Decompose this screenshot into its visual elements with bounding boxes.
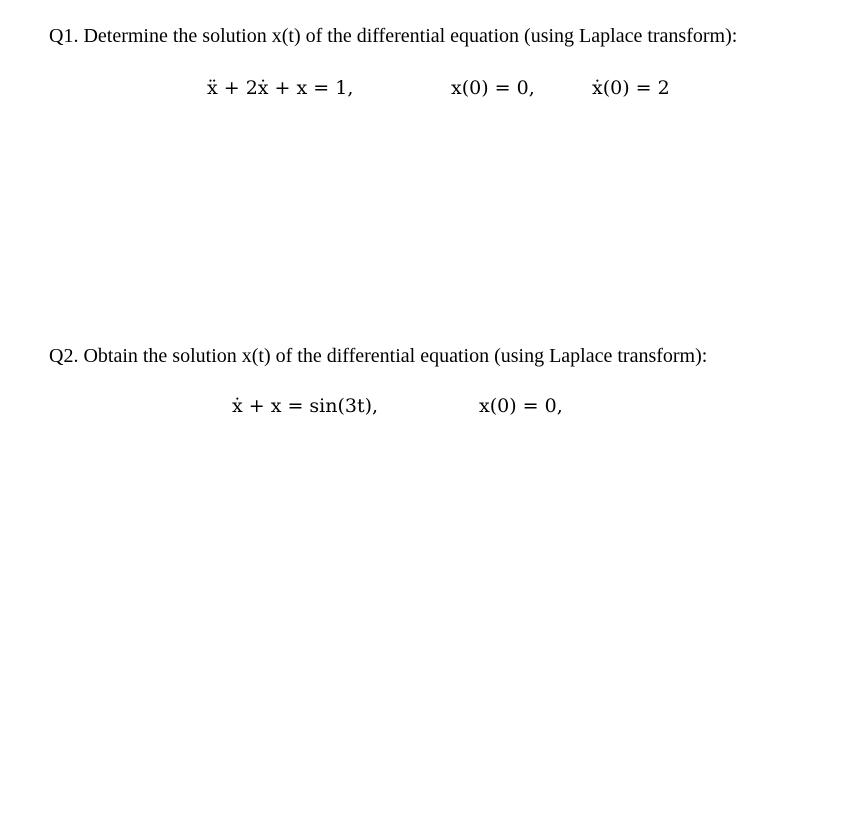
question-1-prompt: Q1. Determine the solution x(t) of the differential equation (using Laplace transform): bbox=[49, 25, 738, 47]
question-1-equation: ẍ + 2ẋ + x = 1, bbox=[207, 77, 354, 99]
question-1-initial-condition-2: ẋ(0) = 2 bbox=[592, 77, 670, 99]
question-2-equation: ẋ + x = sin(3t), bbox=[232, 395, 379, 417]
question-1-initial-condition-1: x(0) = 0, bbox=[451, 77, 535, 99]
question-2-prompt: Q2. Obtain the solution x(t) of the differential equation (using Laplace transform): bbox=[49, 345, 708, 367]
question-2-initial-condition-1: x(0) = 0, bbox=[479, 395, 563, 417]
